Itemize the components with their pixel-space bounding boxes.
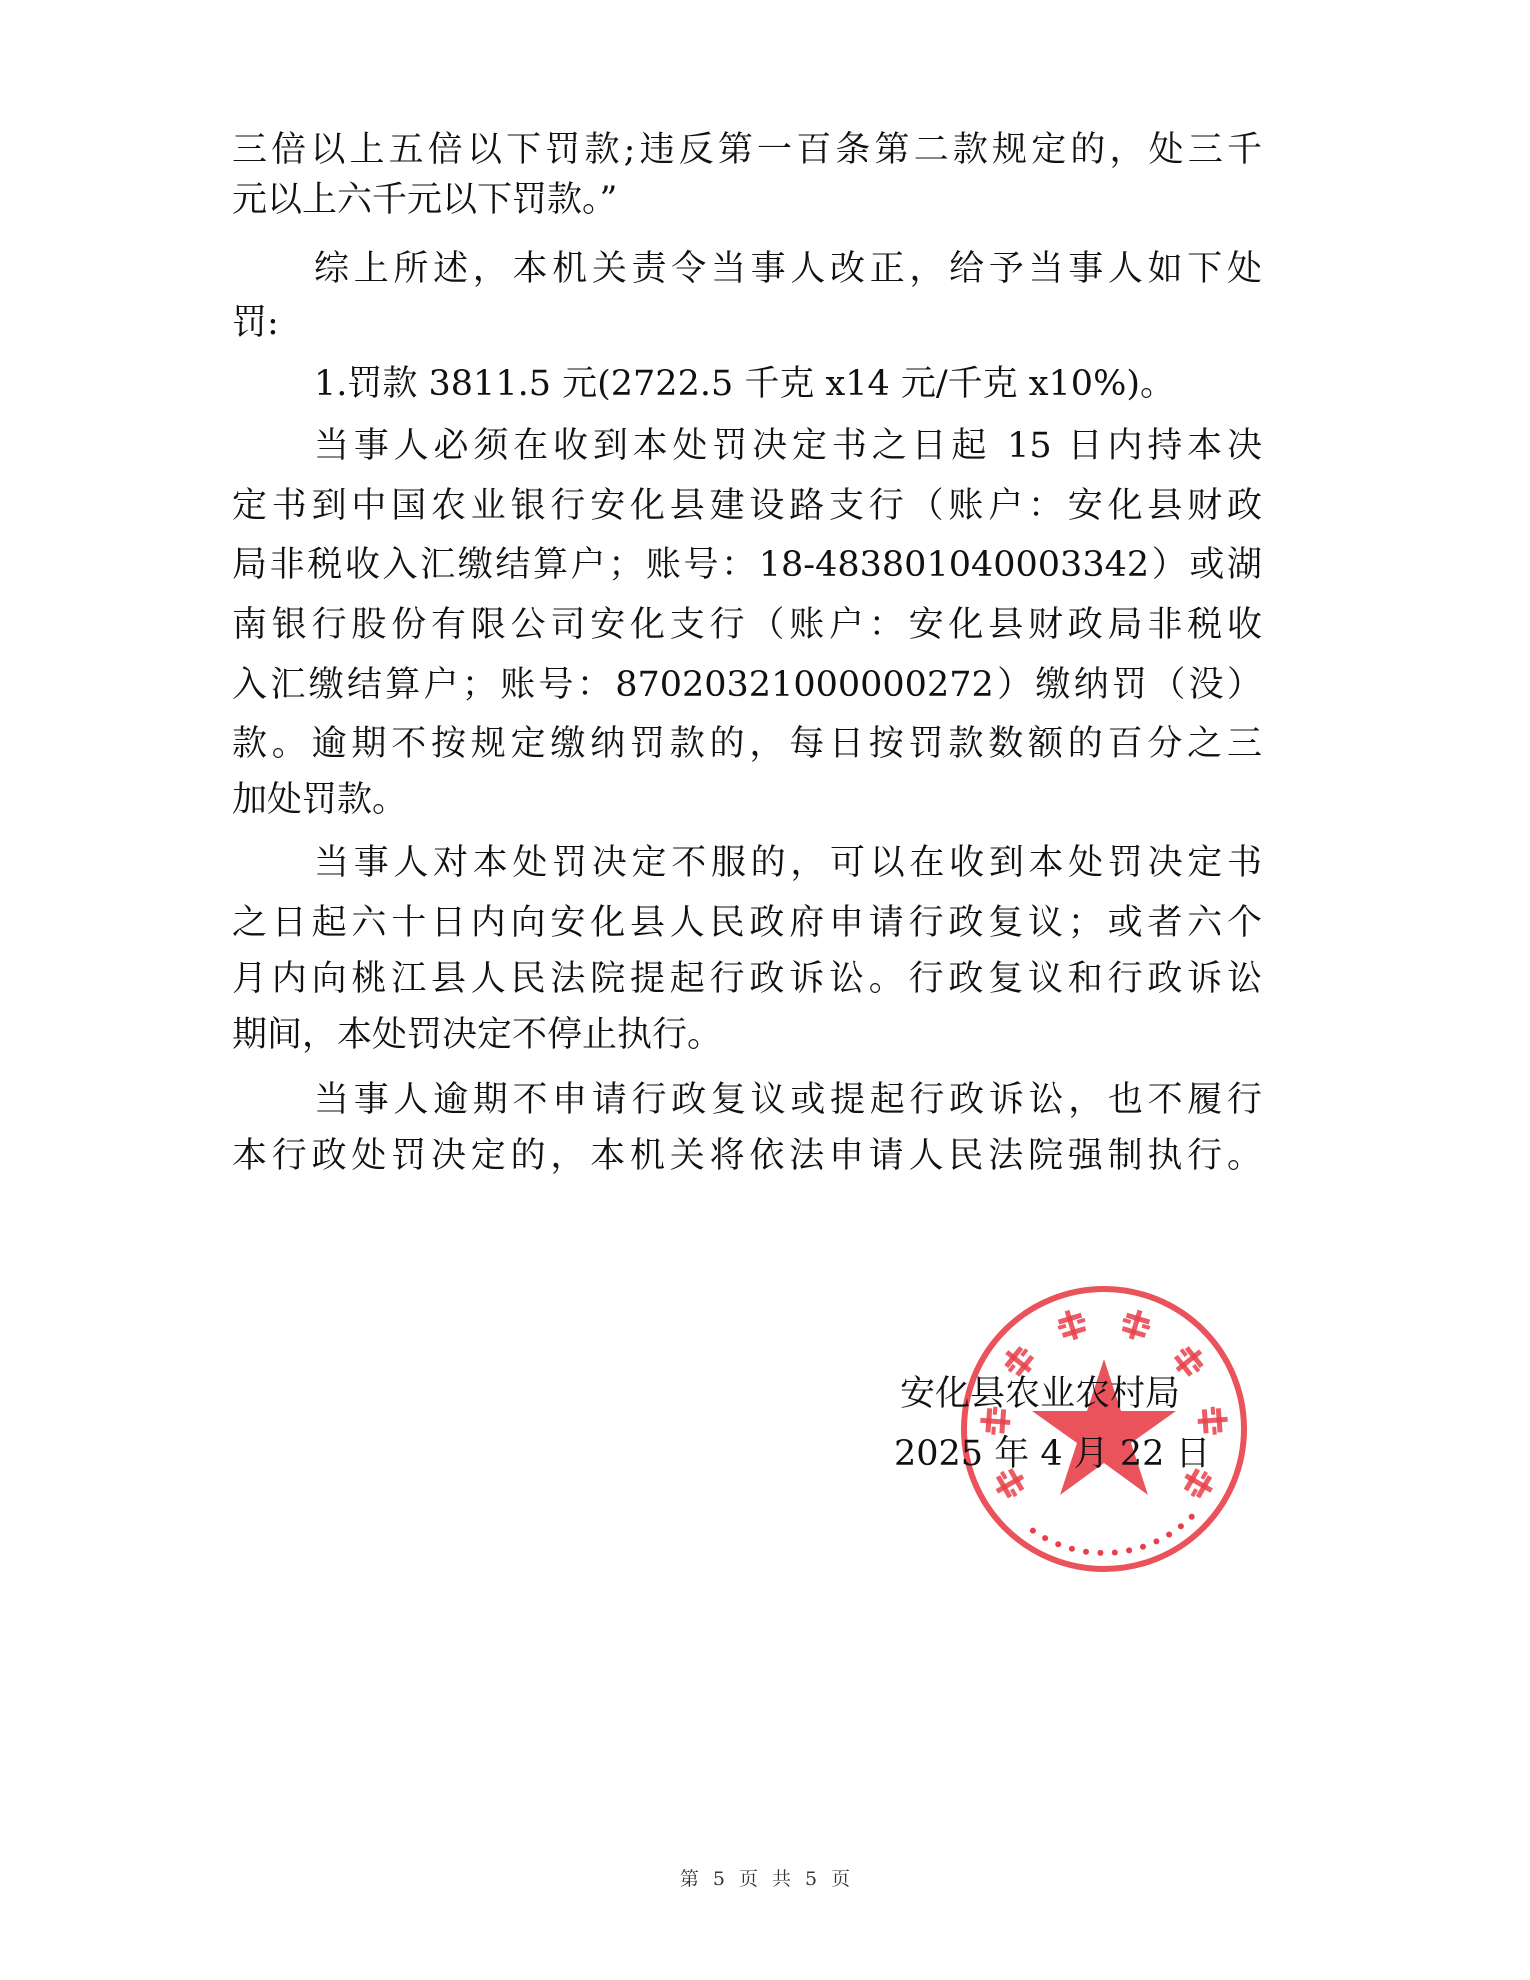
seal-code-mark: [1083, 1549, 1089, 1555]
body-line: 局非税收入汇缴结算户；账号：18-483801040003342）或湖: [232, 545, 1262, 585]
body-line: 定书到中国农业银行安化县建设路支行（账户：安化县财政: [232, 486, 1262, 526]
seal-code-mark: [1140, 1544, 1146, 1550]
seal-code-mark: [1153, 1538, 1159, 1544]
body-line: 南银行股份有限公司安化支行（账户：安化县财政局非税收: [232, 605, 1262, 645]
seal-code-mark: [1030, 1528, 1036, 1534]
body-line: 三倍以上五倍以下罚款;违反第一百条第二款规定的，处三千: [232, 130, 1262, 170]
body-line: 款。逾期不按规定缴纳罚款的，每日按罚款数额的百分之三: [232, 724, 1262, 764]
seal-code-mark: [1126, 1547, 1132, 1553]
signature-date: 2025 年 4 月 22 日: [894, 1434, 1211, 1474]
seal-code-mark: [1166, 1532, 1172, 1538]
body-line: 当事人必须在收到本处罚决定书之日起 15 日内持本决: [314, 426, 1262, 466]
official-seal: [956, 1281, 1252, 1577]
seal-code-mark: [1178, 1523, 1184, 1529]
seal-glyph-mark: [1054, 1306, 1090, 1343]
body-line: 当事人对本处罚决定不服的，可以在收到本处罚决定书: [314, 843, 1262, 883]
body-line: 当事人逾期不申请行政复议或提起行政诉讼，也不履行: [314, 1080, 1262, 1120]
signature-organization: 安化县农业农村局: [900, 1374, 1181, 1414]
body-line: 1.罚款 3811.5 元(2722.5 千克 x14 元/千克 x10%)。: [314, 364, 1175, 404]
body-line: 元以上六千元以下罚款。”: [232, 180, 618, 220]
seal-code-mark: [1069, 1546, 1075, 1552]
seal-code-mark: [1189, 1514, 1195, 1520]
body-line: 本行政处罚决定的，本机关将依法申请人民法院强制执行。: [232, 1136, 1262, 1176]
seal-code-mark: [1055, 1541, 1061, 1547]
body-line: 综上所述，本机关责令当事人改正，给予当事人如下处: [314, 249, 1262, 289]
page-number: 第 5 页 共 5 页: [679, 1868, 851, 1890]
seal-code-mark: [1112, 1550, 1118, 1556]
body-line: 入汇缴结算户；账号：87020321000000272）缴纳罚（没）: [232, 665, 1262, 705]
body-line: 罚:: [232, 303, 279, 343]
body-line: 之日起六十日内向安化县人民政府申请行政复议；或者六个: [232, 903, 1262, 943]
body-line: 期间，本处罚决定不停止执行。: [232, 1015, 723, 1055]
seal-code-mark: [1097, 1550, 1103, 1556]
body-line: 月内向桃江县人民法院提起行政诉讼。行政复议和行政诉讼: [232, 959, 1262, 999]
body-line: 加处罚款。: [232, 780, 408, 820]
seal-code-mark: [1042, 1535, 1048, 1541]
seal-glyph-mark: [1118, 1306, 1154, 1343]
